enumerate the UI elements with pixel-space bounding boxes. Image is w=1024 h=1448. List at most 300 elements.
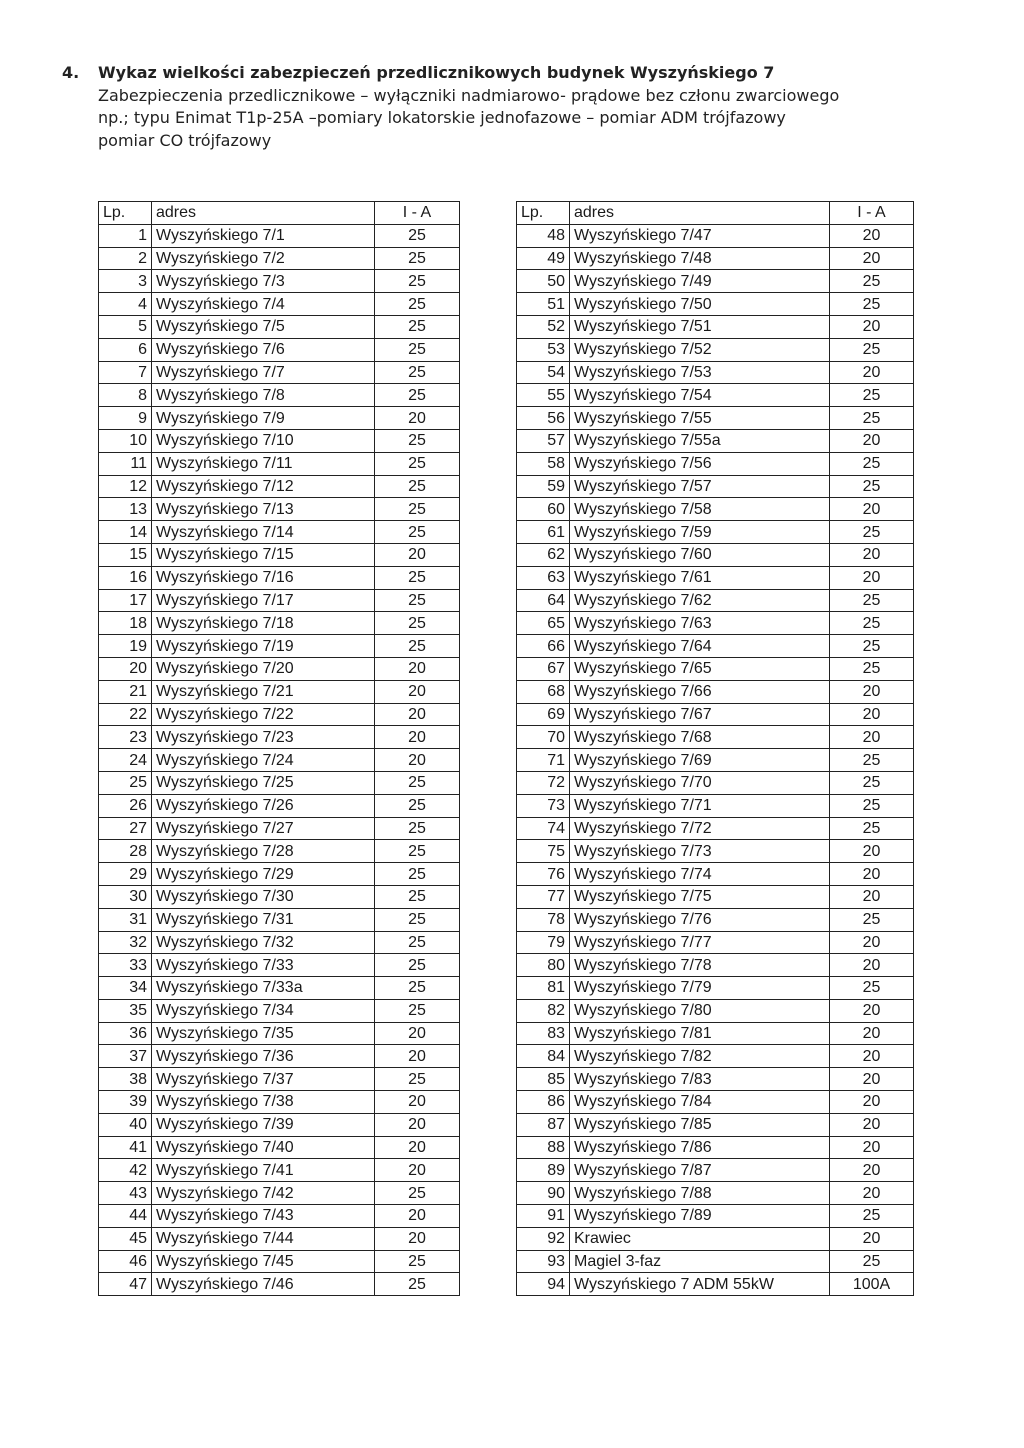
table-row — [517, 407, 914, 430]
row-lp: 83 — [517, 1022, 570, 1045]
table-row — [99, 771, 460, 794]
table-row — [517, 726, 914, 749]
row-adres: Magiel 3-faz — [570, 1250, 830, 1273]
row-adres: Wyszyńskiego 7/61 — [570, 566, 830, 589]
header-lp: Lp. — [99, 202, 152, 225]
row-adres: Wyszyńskiego 7/13 — [152, 498, 375, 521]
row-lp: 18 — [99, 612, 152, 635]
row-lp: 35 — [99, 999, 152, 1022]
row-current: 20 — [830, 726, 914, 749]
row-adres: Wyszyńskiego 7/43 — [152, 1205, 375, 1228]
table-row — [99, 1113, 460, 1136]
table-row — [517, 817, 914, 840]
row-lp: 58 — [517, 452, 570, 475]
row-current: 25 — [375, 1250, 460, 1273]
table-row — [99, 452, 460, 475]
row-adres: Wyszyńskiego 7/15 — [152, 543, 375, 566]
row-current: 25 — [830, 452, 914, 475]
table-row — [517, 771, 914, 794]
table-row — [517, 749, 914, 772]
document-heading — [62, 62, 922, 152]
row-current: 20 — [830, 224, 914, 247]
row-lp: 10 — [99, 429, 152, 452]
table-row — [517, 543, 914, 566]
row-lp: 15 — [99, 543, 152, 566]
table-row — [99, 1045, 460, 1068]
table-row — [99, 794, 460, 817]
row-current: 25 — [830, 293, 914, 316]
fuse-table-left — [98, 201, 460, 1296]
row-current: 20 — [830, 543, 914, 566]
row-lp: 2 — [99, 247, 152, 270]
row-adres: Wyszyńskiego 7/83 — [570, 1068, 830, 1091]
row-adres: Wyszyńskiego 7/62 — [570, 589, 830, 612]
row-current: 25 — [830, 521, 914, 544]
row-current: 20 — [375, 1113, 460, 1136]
row-adres: Wyszyńskiego 7/39 — [152, 1113, 375, 1136]
row-adres: Krawiec — [570, 1227, 830, 1250]
header-current: I - A — [830, 202, 914, 225]
table-row — [99, 270, 460, 293]
table-row — [517, 794, 914, 817]
row-lp: 44 — [99, 1205, 152, 1228]
table-row — [517, 954, 914, 977]
table-row — [517, 1182, 914, 1205]
table-row — [517, 703, 914, 726]
table-header-row — [99, 202, 460, 225]
row-adres: Wyszyńskiego 7/78 — [570, 954, 830, 977]
row-current: 20 — [830, 703, 914, 726]
row-adres: Wyszyńskiego 7/44 — [152, 1227, 375, 1250]
row-adres: Wyszyńskiego 7/52 — [570, 338, 830, 361]
row-current: 25 — [375, 612, 460, 635]
row-current: 20 — [830, 1045, 914, 1068]
table-row — [517, 224, 914, 247]
row-adres: Wyszyńskiego 7/28 — [152, 840, 375, 863]
row-adres: Wyszyńskiego 7/68 — [570, 726, 830, 749]
row-current: 25 — [375, 1273, 460, 1296]
row-adres: Wyszyńskiego 7/7 — [152, 361, 375, 384]
row-adres: Wyszyńskiego 7/58 — [570, 498, 830, 521]
row-lp: 40 — [99, 1113, 152, 1136]
table-row — [517, 293, 914, 316]
row-adres: Wyszyńskiego 7/73 — [570, 840, 830, 863]
row-lp: 45 — [99, 1227, 152, 1250]
row-lp: 13 — [99, 498, 152, 521]
table-row — [517, 635, 914, 658]
row-current: 25 — [375, 247, 460, 270]
row-adres: Wyszyńskiego 7/42 — [152, 1182, 375, 1205]
row-adres: Wyszyńskiego 7/65 — [570, 657, 830, 680]
row-lp: 65 — [517, 612, 570, 635]
row-adres: Wyszyńskiego 7/79 — [570, 977, 830, 1000]
table-row — [517, 452, 914, 475]
row-lp: 52 — [517, 315, 570, 338]
table-row — [99, 475, 460, 498]
row-lp: 74 — [517, 817, 570, 840]
row-current: 25 — [375, 840, 460, 863]
row-lp: 59 — [517, 475, 570, 498]
table-row — [517, 1273, 914, 1296]
row-current: 25 — [375, 885, 460, 908]
row-current: 20 — [830, 1068, 914, 1091]
row-lp: 67 — [517, 657, 570, 680]
table-row — [99, 840, 460, 863]
row-current: 25 — [375, 999, 460, 1022]
row-lp: 66 — [517, 635, 570, 658]
table-row — [99, 1091, 460, 1114]
table-row — [99, 247, 460, 270]
row-current: 20 — [830, 1159, 914, 1182]
description-line-1: Zabezpieczenia przedlicznikowe – wyłączniki nadmiarowo- prądowe bez członu zwarciowego — [98, 85, 840, 105]
table-row — [517, 1159, 914, 1182]
row-lp: 27 — [99, 817, 152, 840]
header-adres: adres — [570, 202, 830, 225]
row-adres: Wyszyńskiego 7/70 — [570, 771, 830, 794]
row-lp: 93 — [517, 1250, 570, 1273]
row-current: 20 — [375, 407, 460, 430]
row-current: 25 — [375, 794, 460, 817]
row-adres: Wyszyńskiego 7/57 — [570, 475, 830, 498]
row-current: 25 — [375, 931, 460, 954]
table-row — [99, 1250, 460, 1273]
row-lp: 60 — [517, 498, 570, 521]
row-current: 25 — [375, 521, 460, 544]
row-adres: Wyszyńskiego 7/32 — [152, 931, 375, 954]
row-adres: Wyszyńskiego 7/2 — [152, 247, 375, 270]
row-adres: Wyszyńskiego 7/5 — [152, 315, 375, 338]
row-lp: 39 — [99, 1091, 152, 1114]
table-row — [99, 338, 460, 361]
row-current: 20 — [830, 1022, 914, 1045]
row-lp: 62 — [517, 543, 570, 566]
row-adres: Wyszyńskiego 7/51 — [570, 315, 830, 338]
row-adres: Wyszyńskiego 7/17 — [152, 589, 375, 612]
row-lp: 14 — [99, 521, 152, 544]
table-row — [99, 885, 460, 908]
row-current: 20 — [830, 566, 914, 589]
row-adres: Wyszyńskiego 7/86 — [570, 1136, 830, 1159]
row-current: 20 — [375, 1205, 460, 1228]
row-lp: 41 — [99, 1136, 152, 1159]
row-current: 25 — [375, 954, 460, 977]
table-row — [517, 863, 914, 886]
row-adres: Wyszyńskiego 7/54 — [570, 384, 830, 407]
row-current: 25 — [375, 224, 460, 247]
row-current: 25 — [375, 1068, 460, 1091]
table-row — [517, 1068, 914, 1091]
row-lp: 77 — [517, 885, 570, 908]
row-current: 20 — [830, 840, 914, 863]
row-adres: Wyszyńskiego 7/20 — [152, 657, 375, 680]
row-adres: Wyszyńskiego 7/26 — [152, 794, 375, 817]
row-lp: 57 — [517, 429, 570, 452]
row-current: 25 — [375, 429, 460, 452]
row-lp: 82 — [517, 999, 570, 1022]
table-row — [517, 429, 914, 452]
row-adres: Wyszyńskiego 7/33 — [152, 954, 375, 977]
table-row — [517, 315, 914, 338]
row-lp: 71 — [517, 749, 570, 772]
row-current: 25 — [375, 1182, 460, 1205]
table-row — [517, 1250, 914, 1273]
row-current: 25 — [830, 817, 914, 840]
row-adres: Wyszyńskiego 7/84 — [570, 1091, 830, 1114]
table-row — [517, 1022, 914, 1045]
table-row — [99, 635, 460, 658]
row-current: 20 — [830, 885, 914, 908]
row-current: 25 — [375, 338, 460, 361]
row-current: 25 — [375, 315, 460, 338]
row-adres: Wyszyńskiego 7/35 — [152, 1022, 375, 1045]
table-row — [517, 521, 914, 544]
row-current: 25 — [830, 1250, 914, 1273]
row-lp: 9 — [99, 407, 152, 430]
table-row — [99, 703, 460, 726]
row-lp: 76 — [517, 863, 570, 886]
row-adres: Wyszyńskiego 7/19 — [152, 635, 375, 658]
row-lp: 19 — [99, 635, 152, 658]
row-lp: 24 — [99, 749, 152, 772]
table-row — [99, 749, 460, 772]
row-lp: 1 — [99, 224, 152, 247]
table-row — [99, 931, 460, 954]
row-adres: Wyszyńskiego 7/69 — [570, 749, 830, 772]
table-row — [517, 566, 914, 589]
row-current: 20 — [830, 1113, 914, 1136]
row-lp: 63 — [517, 566, 570, 589]
row-lp: 55 — [517, 384, 570, 407]
row-adres: Wyszyńskiego 7/36 — [152, 1045, 375, 1068]
row-lp: 92 — [517, 1227, 570, 1250]
row-lp: 11 — [99, 452, 152, 475]
row-adres: Wyszyńskiego 7/11 — [152, 452, 375, 475]
table-row — [99, 1068, 460, 1091]
table-row — [517, 475, 914, 498]
row-lp: 64 — [517, 589, 570, 612]
table-row — [517, 885, 914, 908]
row-current: 25 — [830, 612, 914, 635]
row-current: 20 — [375, 1159, 460, 1182]
row-current: 20 — [375, 1091, 460, 1114]
row-adres: Wyszyńskiego 7/8 — [152, 384, 375, 407]
row-current: 25 — [375, 452, 460, 475]
table-row — [517, 270, 914, 293]
row-adres: Wyszyńskiego 7/33a — [152, 977, 375, 1000]
row-current: 20 — [830, 999, 914, 1022]
row-lp: 20 — [99, 657, 152, 680]
row-current: 20 — [375, 1045, 460, 1068]
row-current: 25 — [830, 475, 914, 498]
row-adres: Wyszyńskiego 7/59 — [570, 521, 830, 544]
table-row — [99, 429, 460, 452]
row-current: 20 — [830, 1136, 914, 1159]
row-adres: Wyszyńskiego 7/23 — [152, 726, 375, 749]
table-row — [99, 543, 460, 566]
table-row — [99, 680, 460, 703]
row-lp: 79 — [517, 931, 570, 954]
table-row — [99, 612, 460, 635]
table-row — [517, 999, 914, 1022]
row-lp: 7 — [99, 361, 152, 384]
row-adres: Wyszyńskiego 7/4 — [152, 293, 375, 316]
row-adres: Wyszyńskiego 7 ADM 55kW — [570, 1273, 830, 1296]
table-row — [517, 680, 914, 703]
row-lp: 94 — [517, 1273, 570, 1296]
row-current: 25 — [375, 771, 460, 794]
row-lp: 48 — [517, 224, 570, 247]
table-row — [99, 521, 460, 544]
header-lp: Lp. — [517, 202, 570, 225]
table-row — [517, 247, 914, 270]
row-current: 100A — [830, 1273, 914, 1296]
row-adres: Wyszyńskiego 7/75 — [570, 885, 830, 908]
row-adres: Wyszyńskiego 7/21 — [152, 680, 375, 703]
row-adres: Wyszyńskiego 7/38 — [152, 1091, 375, 1114]
row-lp: 75 — [517, 840, 570, 863]
row-current: 20 — [830, 954, 914, 977]
row-current: 25 — [375, 817, 460, 840]
table-row — [99, 1136, 460, 1159]
row-lp: 53 — [517, 338, 570, 361]
row-adres: Wyszyńskiego 7/25 — [152, 771, 375, 794]
row-current: 20 — [375, 543, 460, 566]
row-lp: 56 — [517, 407, 570, 430]
table-row — [99, 407, 460, 430]
table-row — [99, 1273, 460, 1296]
row-lp: 37 — [99, 1045, 152, 1068]
table-row — [517, 612, 914, 635]
table-row — [99, 1159, 460, 1182]
row-lp: 61 — [517, 521, 570, 544]
table-row — [517, 1227, 914, 1250]
row-adres: Wyszyńskiego 7/48 — [570, 247, 830, 270]
row-adres: Wyszyńskiego 7/24 — [152, 749, 375, 772]
table-row — [99, 498, 460, 521]
table-row — [99, 566, 460, 589]
row-lp: 50 — [517, 270, 570, 293]
row-adres: Wyszyńskiego 7/3 — [152, 270, 375, 293]
row-lp: 46 — [99, 1250, 152, 1273]
row-current: 20 — [375, 680, 460, 703]
table-row — [517, 1136, 914, 1159]
row-lp: 28 — [99, 840, 152, 863]
row-lp: 22 — [99, 703, 152, 726]
row-current: 20 — [830, 680, 914, 703]
row-current: 20 — [375, 703, 460, 726]
row-adres: Wyszyńskiego 7/74 — [570, 863, 830, 886]
row-adres: Wyszyńskiego 7/77 — [570, 931, 830, 954]
row-current: 25 — [375, 384, 460, 407]
header-adres: adres — [152, 202, 375, 225]
row-current: 25 — [375, 635, 460, 658]
table-row — [99, 361, 460, 384]
row-adres: Wyszyńskiego 7/55a — [570, 429, 830, 452]
table-row — [99, 1205, 460, 1228]
row-adres: Wyszyńskiego 7/72 — [570, 817, 830, 840]
row-adres: Wyszyńskiego 7/56 — [570, 452, 830, 475]
table-row — [99, 908, 460, 931]
row-adres: Wyszyńskiego 7/6 — [152, 338, 375, 361]
row-lp: 73 — [517, 794, 570, 817]
row-adres: Wyszyńskiego 7/31 — [152, 908, 375, 931]
row-lp: 29 — [99, 863, 152, 886]
table-row — [99, 589, 460, 612]
row-adres: Wyszyńskiego 7/64 — [570, 635, 830, 658]
row-current: 25 — [830, 270, 914, 293]
row-adres: Wyszyńskiego 7/60 — [570, 543, 830, 566]
row-adres: Wyszyńskiego 7/85 — [570, 1113, 830, 1136]
row-lp: 30 — [99, 885, 152, 908]
row-lp: 25 — [99, 771, 152, 794]
table-row — [99, 817, 460, 840]
row-current: 20 — [830, 361, 914, 384]
row-current: 20 — [830, 863, 914, 886]
row-lp: 81 — [517, 977, 570, 1000]
row-lp: 88 — [517, 1136, 570, 1159]
row-lp: 42 — [99, 1159, 152, 1182]
row-adres: Wyszyńskiego 7/22 — [152, 703, 375, 726]
row-lp: 12 — [99, 475, 152, 498]
row-lp: 86 — [517, 1091, 570, 1114]
row-lp: 3 — [99, 270, 152, 293]
table-row — [517, 338, 914, 361]
row-lp: 26 — [99, 794, 152, 817]
table-header-row — [517, 202, 914, 225]
row-current: 20 — [830, 1227, 914, 1250]
table-row — [99, 726, 460, 749]
row-adres: Wyszyńskiego 7/87 — [570, 1159, 830, 1182]
row-current: 25 — [830, 794, 914, 817]
description-line-2: np.; typu Enimat T1p-25A –pomiary lokatorskie jednofazowe – pomiar ADM trójfazowy — [98, 108, 786, 127]
row-lp: 72 — [517, 771, 570, 794]
row-lp: 80 — [517, 954, 570, 977]
table-row — [517, 361, 914, 384]
row-adres: Wyszyńskiego 7/34 — [152, 999, 375, 1022]
row-adres: Wyszyńskiego 7/40 — [152, 1136, 375, 1159]
row-current: 25 — [375, 566, 460, 589]
row-current: 25 — [830, 977, 914, 1000]
table-row — [517, 840, 914, 863]
row-current: 20 — [830, 1091, 914, 1114]
row-lp: 70 — [517, 726, 570, 749]
row-lp: 16 — [99, 566, 152, 589]
row-current: 25 — [830, 1205, 914, 1228]
row-lp: 36 — [99, 1022, 152, 1045]
table-body-right — [517, 224, 914, 1295]
row-lp: 31 — [99, 908, 152, 931]
row-lp: 91 — [517, 1205, 570, 1228]
table-row — [517, 1113, 914, 1136]
row-current: 20 — [830, 315, 914, 338]
row-current: 25 — [830, 771, 914, 794]
row-current: 25 — [375, 977, 460, 1000]
row-current: 20 — [375, 749, 460, 772]
row-current: 25 — [830, 749, 914, 772]
row-lp: 78 — [517, 908, 570, 931]
row-adres: Wyszyńskiego 7/9 — [152, 407, 375, 430]
row-adres: Wyszyńskiego 7/12 — [152, 475, 375, 498]
table-row — [517, 908, 914, 931]
row-lp: 90 — [517, 1182, 570, 1205]
row-current: 25 — [375, 361, 460, 384]
row-lp: 87 — [517, 1113, 570, 1136]
row-lp: 4 — [99, 293, 152, 316]
header-current: I - A — [375, 202, 460, 225]
row-adres: Wyszyńskiego 7/47 — [570, 224, 830, 247]
row-current: 20 — [830, 931, 914, 954]
row-lp: 23 — [99, 726, 152, 749]
